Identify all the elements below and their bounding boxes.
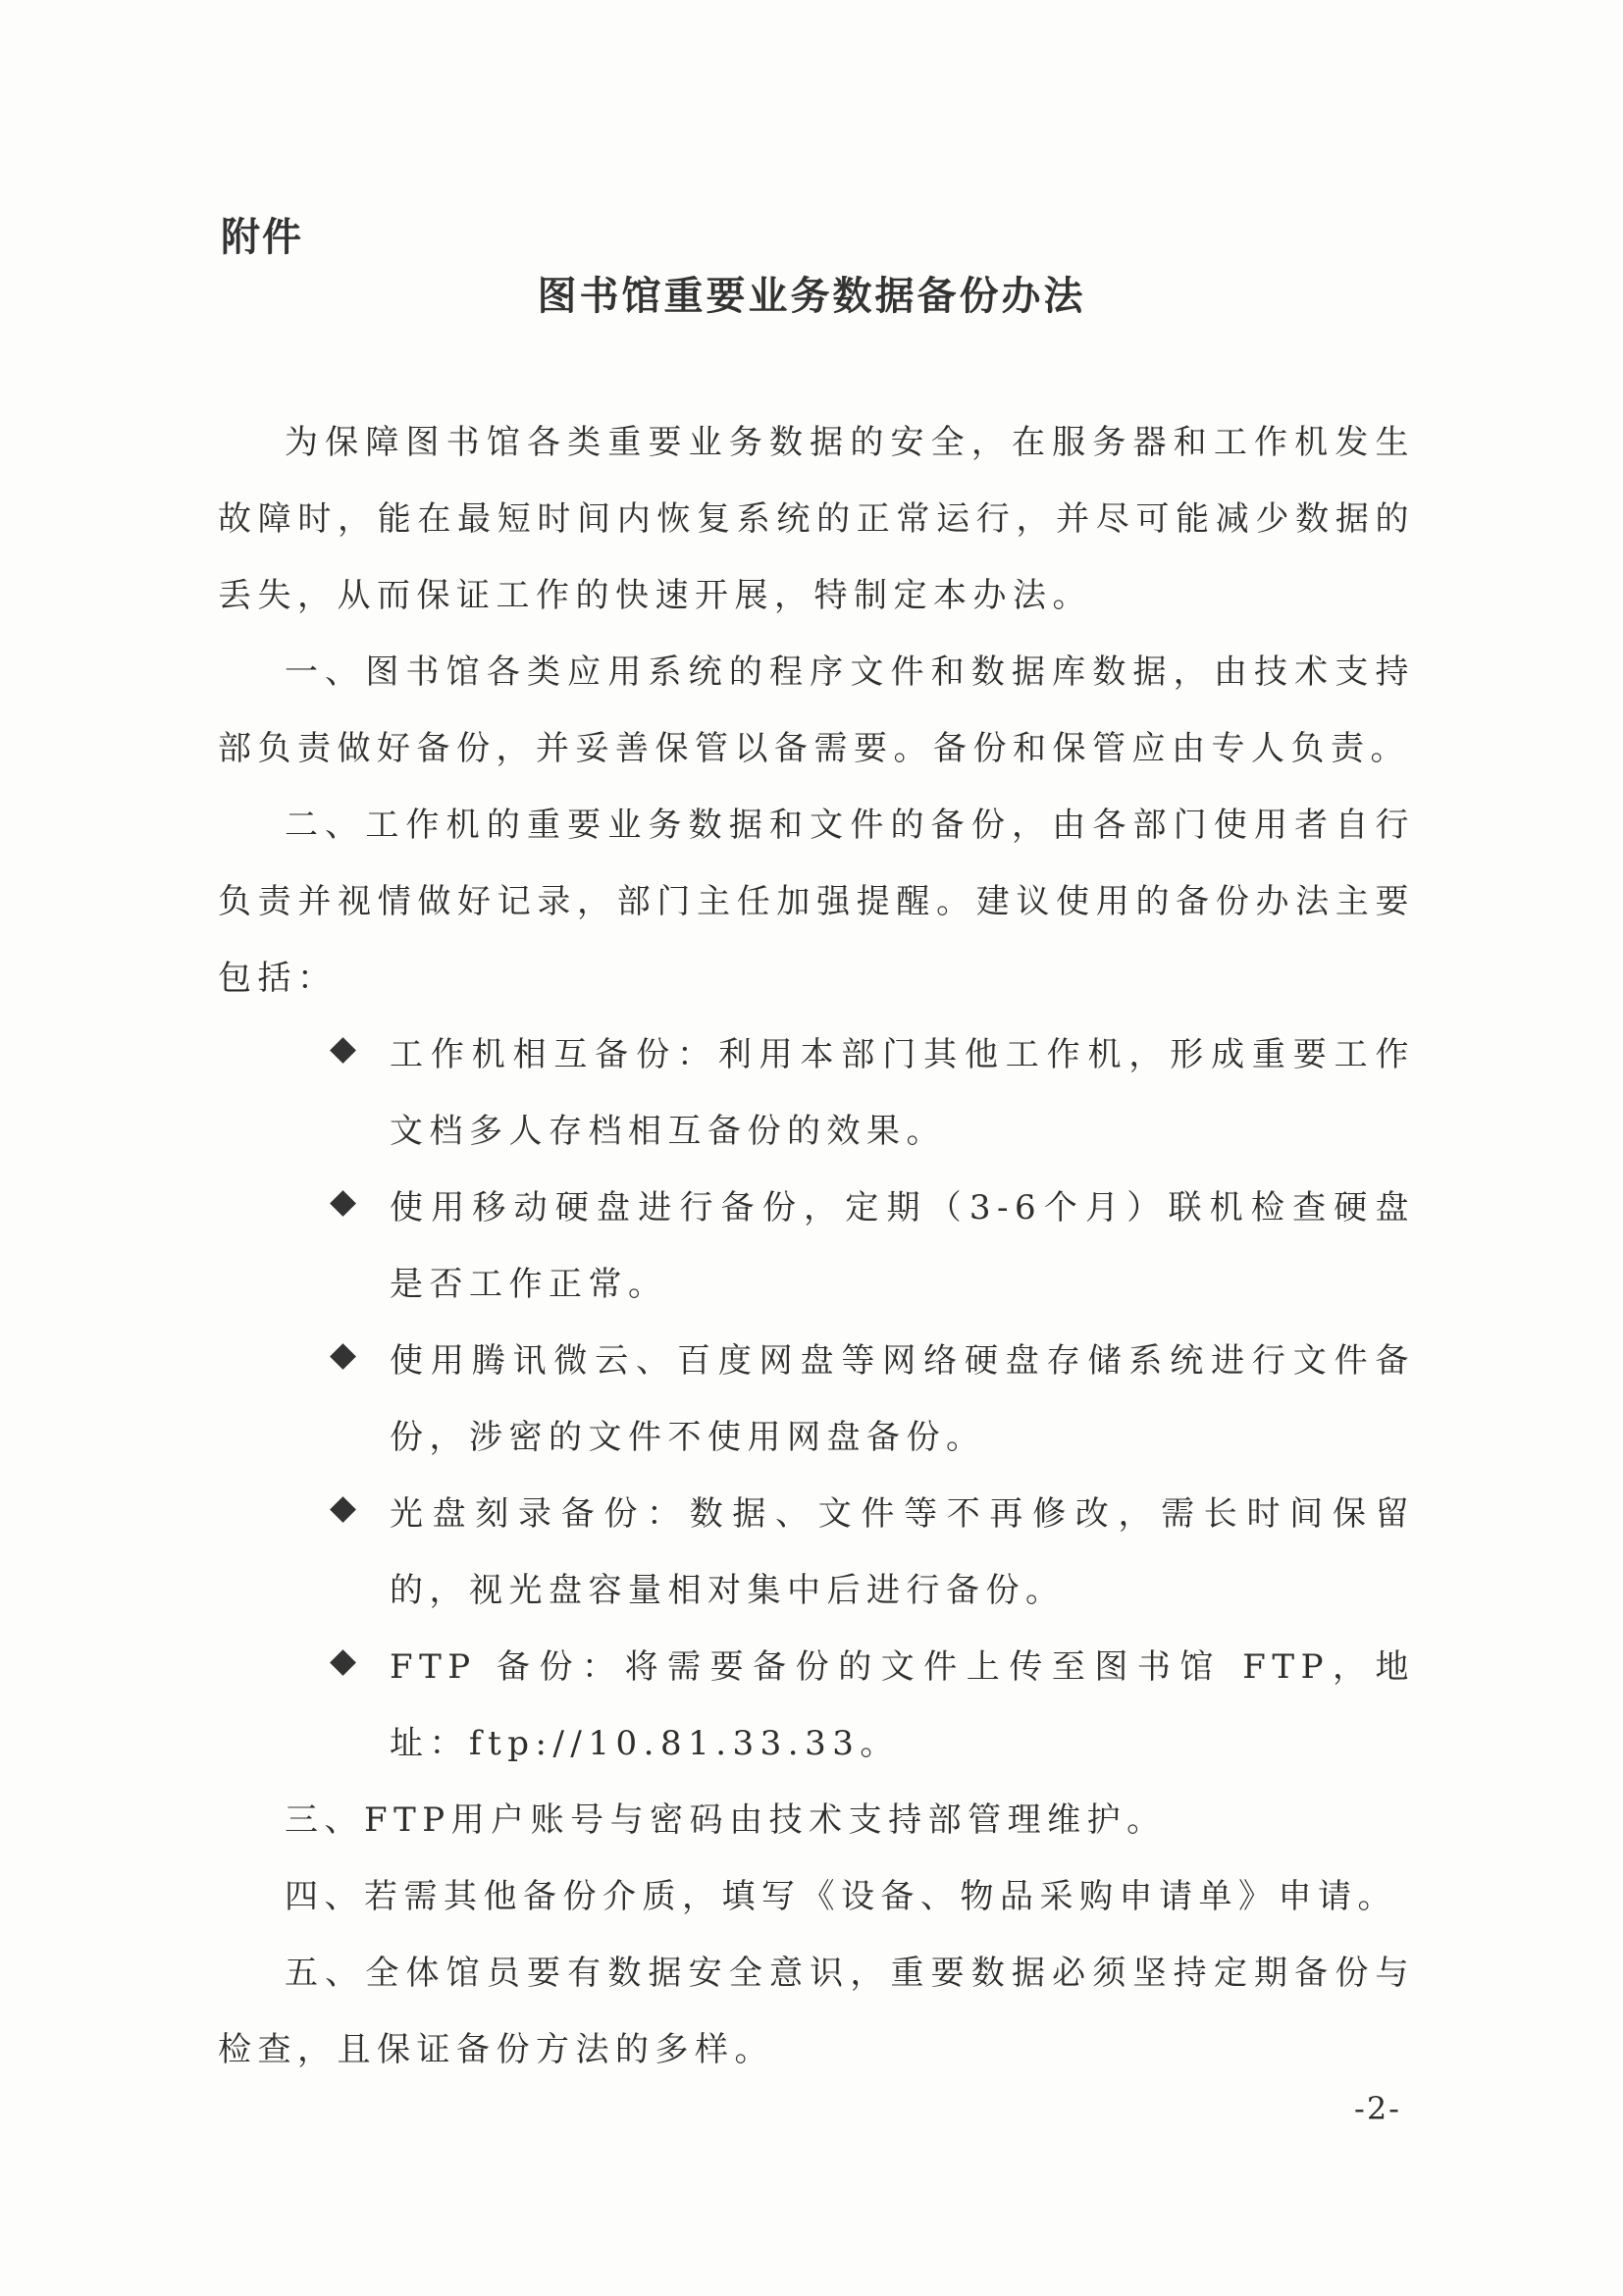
list-item [218,1170,1415,1323]
section-4: 四、若需其他备份介质，填写《设备、物品采购申请单》申请。 [285,1877,1397,1916]
page-number: -2- [1354,2090,1401,2127]
diamond-bullet-icon [330,1343,356,1370]
attachment-label: 附件 [221,215,303,260]
section-3: 三、FTP用户账号与密码由技术支持部管理维护。 [285,1800,1167,1840]
section-2: 二、工作机的重要业务数据和文件的备份，由各部门使用者自行负责并视情做好记录，部门主任加强提醒。建议使用的备份办法主要包括： [218,806,1415,998]
intro-paragraph: 为保障图书馆各类重要业务数据的安全，在服务器和工作机发生故障时，能在最短时间内恢复系统的正常运行，并尽可能减少数据的丢失，从而保证工作的快速开展，特制定本办法。 [218,423,1415,615]
diamond-bullet-icon [330,1496,356,1523]
document-title: 图书馆重要业务数据备份办法 [537,274,1086,319]
diamond-bullet-icon [330,1649,356,1676]
document-body [218,404,1415,2088]
list-item [218,1476,1415,1629]
section-1: 一、图书馆各类应用系统的程序文件和数据库数据，由技术支持部负责做好备份，并妥善保管以备需要。备份和保管应由专人负责。 [218,652,1415,768]
list-item [218,1017,1415,1170]
list-item-text: 使用移动硬盘进行备份，定期（3-6个月）联机检查硬盘是否工作正常。 [390,1188,1415,1304]
section-5: 五、全体馆员要有数据安全意识，重要数据必须坚持定期备份与检查，且保证备份方法的多样。 [218,1954,1415,2069]
list-item-text: 使用腾讯微云、百度网盘等网络硬盘存储系统进行文件备份，涉密的文件不使用网盘备份。 [390,1341,1415,1457]
list-item [218,1629,1415,1782]
diamond-bullet-icon [330,1037,356,1064]
list-item-text: FTP 备份：将需要备份的文件上传至图书馆 FTP，地址：ftp://10.81.33.33。 [390,1647,1415,1763]
list-item [218,1323,1415,1476]
list-item-text: 工作机相互备份：利用本部门其他工作机，形成重要工作文档多人存档相互备份的效果。 [390,1035,1415,1151]
diamond-bullet-icon [330,1190,356,1217]
list-item-text: 光盘刻录备份：数据、文件等不再修改，需长时间保留的，视光盘容量相对集中后进行备份。 [390,1494,1415,1610]
backup-methods-list [218,1017,1415,1782]
